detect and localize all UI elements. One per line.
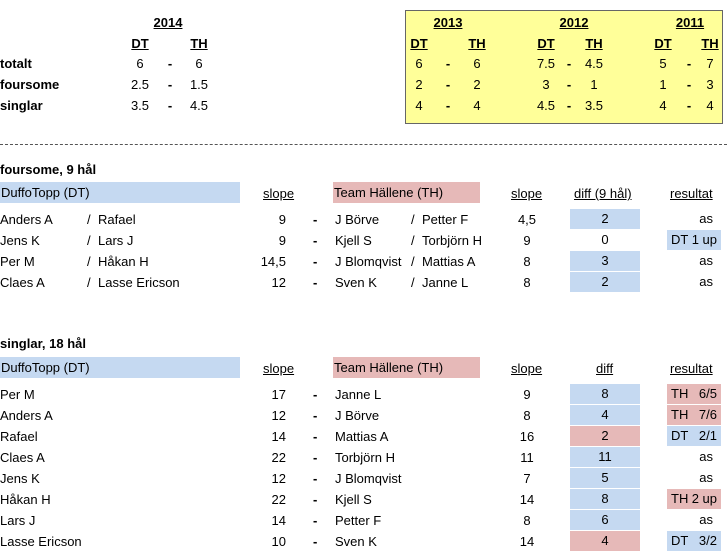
- foursome-th-separator-1: /: [411, 233, 415, 248]
- foursome-result-1: [667, 230, 721, 250]
- foursome-th-separator-0: /: [411, 212, 415, 227]
- foursome-diff-0: 2: [570, 209, 640, 229]
- foursome-th-slope-2: 8: [523, 254, 531, 269]
- summary-totalt-th-2: 4.5: [584, 56, 604, 71]
- foursome-result-team-1: DT: [671, 232, 689, 247]
- foursome-dash-3: -: [313, 275, 318, 290]
- summary-singlar-th-2: 3.5: [584, 98, 604, 113]
- singlar-dt-slope-2: 14: [271, 429, 286, 444]
- singlar-dt-slope-5: 22: [271, 492, 286, 507]
- singlar-th-slope-5: 14: [519, 492, 535, 507]
- singlar-diff-2: 2: [570, 426, 640, 446]
- summary-totalt-dash-1: -: [445, 56, 451, 71]
- singlar-dash-2: -: [313, 429, 318, 444]
- summary-foursome-dt-3: 1: [659, 77, 667, 92]
- foursome-th-player1-0: J Börve: [335, 212, 380, 227]
- summary-dt-label-2: DT: [537, 36, 555, 51]
- singlar-diff-3: 11: [570, 447, 640, 467]
- singlar-th-player-7: Sven K: [335, 534, 377, 549]
- summary-totalt-dt-3: 5: [659, 56, 667, 71]
- singlar-result-score-0: 6/5: [698, 386, 717, 401]
- foursome-dt-slope-0: 9: [278, 212, 286, 227]
- singlar-result-header: resultat: [670, 361, 713, 376]
- foursome-dt-player2-0: Rafael: [98, 212, 136, 227]
- singlar-dash-5: -: [313, 492, 318, 507]
- foursome-dt-slope-header: slope: [263, 186, 295, 201]
- foursome-dt-player1-2: Per M: [0, 254, 35, 269]
- summary-singlar-dash-3: -: [686, 98, 692, 113]
- summary-totalt-dt-2: 7.5: [536, 56, 556, 71]
- singlar-result-team-2: DT: [671, 428, 689, 443]
- singlar-result-team-5: TH: [671, 491, 689, 506]
- foursome-dt-player1-1: Jens K: [0, 233, 40, 248]
- singlar-diff-7: 4: [570, 531, 640, 551]
- singlar-result-team-0: TH: [671, 386, 689, 401]
- singlar-dt-slope-0: 17: [271, 387, 286, 402]
- foursome-dash-0: -: [313, 212, 318, 227]
- summary-totalt-th-3: 7: [706, 56, 714, 71]
- foursome-th-slope-3: 8: [523, 275, 531, 290]
- foursome-th-slope-0: 4,5: [517, 212, 537, 227]
- summary-foursome-dt-1: 2: [415, 77, 423, 92]
- singlar-dt-player-5: Håkan H: [0, 492, 51, 507]
- summary-singlar-dash-1: -: [445, 98, 451, 113]
- foursome-result-text-0: as: [699, 211, 713, 226]
- singlar-result-team-1: TH: [671, 407, 689, 422]
- foursome-dt-separator-3: /: [87, 275, 91, 290]
- summary-foursome-th-3: 3: [706, 77, 714, 92]
- singlar-dt-slope-header: slope: [263, 361, 295, 376]
- summary-foursome-dt-0: 2.5: [130, 77, 150, 92]
- foursome-th-player1-1: Kjell S: [335, 233, 372, 248]
- summary-singlar-dash-0: -: [167, 98, 173, 113]
- singlar-result-text-6: as: [699, 512, 713, 527]
- foursome-th-player2-3: Janne L: [422, 275, 469, 290]
- singlar-team-th-header: Team Hällene (TH): [333, 357, 480, 378]
- foursome-team-th-header: Team Hällene (TH): [333, 182, 480, 203]
- singlar-dash-4: -: [313, 471, 318, 486]
- singlar-dt-slope-4: 12: [271, 471, 286, 486]
- summary-foursome-dash-1: -: [445, 77, 451, 92]
- summary-totalt-dt-1: 6: [415, 56, 423, 71]
- foursome-result-text-3: as: [699, 274, 713, 289]
- singlar-dt-player-3: Claes A: [0, 450, 45, 465]
- singlar-result-5: [667, 489, 721, 509]
- summary-singlar-dt-1: 4: [415, 98, 423, 113]
- singlar-dt-slope-7: 10: [271, 534, 286, 549]
- foursome-dt-player1-0: Anders A: [0, 212, 53, 227]
- singlar-dt-slope-3: 22: [271, 450, 286, 465]
- foursome-result-3: [667, 272, 721, 292]
- singlar-dash-1: -: [313, 408, 318, 423]
- foursome-dt-player2-3: Lasse Ericson: [98, 275, 180, 290]
- foursome-diff-1: 0: [601, 232, 609, 247]
- summary-year-3: 2011: [675, 15, 705, 30]
- summary-singlar-th-3: 4: [706, 98, 714, 113]
- singlar-dt-player-0: Per M: [0, 387, 35, 402]
- foursome-dt-player1-3: Claes A: [0, 275, 45, 290]
- summary-dt-label-3: DT: [654, 36, 672, 51]
- singlar-result-text-4: as: [699, 470, 713, 485]
- foursome-th-player2-1: Torbjörn H: [422, 233, 482, 248]
- singlar-th-slope-3: 11: [520, 450, 534, 465]
- singlar-dt-player-7: Lasse Ericson: [0, 534, 82, 549]
- summary-row-label-totalt: totalt: [0, 56, 32, 71]
- singlar-th-slope-6: 8: [523, 513, 531, 528]
- summary-foursome-th-2: 1: [590, 77, 598, 92]
- singlar-dash-0: -: [313, 387, 318, 402]
- singlar-dt-slope-1: 12: [271, 408, 286, 423]
- singlar-result-score-5: 2 up: [691, 491, 717, 506]
- singlar-th-slope-0: 9: [523, 387, 531, 402]
- foursome-th-player1-3: Sven K: [335, 275, 377, 290]
- summary-singlar-th-0: 4.5: [189, 98, 209, 113]
- summary-year-0: 2014: [153, 15, 183, 30]
- foursome-diff-header: diff (9 hål): [574, 186, 632, 201]
- summary-foursome-dt-2: 3: [542, 77, 550, 92]
- summary-totalt-th-1: 6: [473, 56, 481, 71]
- singlar-diff-1: 4: [570, 405, 640, 425]
- singlar-dt-player-4: Jens K: [0, 471, 40, 486]
- singlar-dash-7: -: [313, 534, 318, 549]
- singlar-th-slope-1: 8: [523, 408, 531, 423]
- singlar-result-text-3: as: [699, 449, 713, 464]
- singlar-diff-header: diff: [596, 361, 614, 376]
- summary-dt-label-1: DT: [410, 36, 428, 51]
- singlar-th-slope-7: 14: [519, 534, 535, 549]
- summary-year-2: 2012: [559, 15, 589, 30]
- singlar-th-player-5: Kjell S: [335, 492, 372, 507]
- singlar-th-player-2: Mattias A: [335, 429, 389, 444]
- singlar-diff-4: 5: [570, 468, 640, 488]
- foursome-dash-2: -: [313, 254, 318, 269]
- singlar-result-score-2: 2/1: [698, 428, 717, 443]
- foursome-dt-slope-2: 14,5: [260, 254, 286, 269]
- summary-totalt-dash-0: -: [167, 56, 173, 71]
- foursome-th-slope-header: slope: [511, 186, 543, 201]
- singlar-dash-6: -: [313, 513, 318, 528]
- foursome-dt-slope-1: 9: [278, 233, 286, 248]
- singlar-dash-3: -: [313, 450, 318, 465]
- singlar-result-0: [667, 384, 721, 404]
- foursome-diff-3: 2: [570, 272, 640, 292]
- foursome-th-player2-0: Petter F: [422, 212, 469, 227]
- singlar-th-slope-2: 16: [519, 429, 535, 444]
- foursome-result-0: [667, 209, 721, 229]
- summary-totalt-th-0: 6: [195, 56, 203, 71]
- summary-foursome-dash-0: -: [167, 77, 173, 92]
- summary-row-label-foursome: foursome: [0, 77, 60, 92]
- foursome-th-slope-1: 9: [523, 233, 531, 248]
- singlar-th-player-6: Petter F: [335, 513, 382, 528]
- singlar-th-player-1: J Börve: [335, 408, 380, 423]
- foursome-result-text-2: as: [699, 253, 713, 268]
- singlar-diff-5: 8: [570, 489, 640, 509]
- foursome-dt-separator-0: /: [87, 212, 91, 227]
- summary-singlar-dt-2: 4.5: [536, 98, 556, 113]
- foursome-result-header: resultat: [670, 186, 713, 201]
- singlar-dt-player-2: Rafael: [0, 429, 38, 444]
- summary-singlar-dt-0: 3.5: [130, 98, 150, 113]
- singlar-result-score-1: 7/6: [698, 407, 717, 422]
- foursome-dt-separator-2: /: [87, 254, 91, 269]
- foursome-dt-player2-2: Håkan H: [98, 254, 149, 269]
- foursome-th-player2-2: Mattias A: [422, 254, 476, 269]
- singlar-result-2: [667, 426, 721, 446]
- foursome-title: foursome, 9 hål: [0, 162, 97, 177]
- singlar-th-player-0: Janne L: [335, 387, 382, 402]
- foursome-team-dt-header: DuffoTopp (DT): [0, 182, 240, 203]
- summary-foursome-th-0: 1.5: [189, 77, 209, 92]
- foursome-th-player1-2: J Blomqvist: [335, 254, 402, 269]
- foursome-dash-1: -: [313, 233, 318, 248]
- summary-totalt-dt-0: 6: [136, 56, 144, 71]
- singlar-result-7: [667, 531, 721, 551]
- singlar-result-3: [667, 447, 721, 467]
- foursome-dt-player2-1: Lars J: [98, 233, 134, 248]
- singlar-team-dt-header: DuffoTopp (DT): [0, 357, 240, 378]
- singlar-dt-player-6: Lars J: [0, 513, 36, 528]
- summary-totalt-dash-3: -: [686, 56, 692, 71]
- summary-th-label-1: TH: [468, 36, 486, 51]
- singlar-dt-player-1: Anders A: [0, 408, 53, 423]
- summary-singlar-dash-2: -: [566, 98, 572, 113]
- singlar-diff-6: 6: [570, 510, 640, 530]
- summary-th-label-3: TH: [701, 36, 719, 51]
- summary-foursome-dash-3: -: [686, 77, 692, 92]
- foursome-result-2: [667, 251, 721, 271]
- summary-singlar-th-1: 4: [473, 98, 481, 113]
- singlar-th-player-4: J Blomqvist: [335, 471, 402, 486]
- foursome-dt-separator-1: /: [87, 233, 91, 248]
- singlar-dt-slope-6: 14: [271, 513, 286, 528]
- summary-th-label-2: TH: [585, 36, 603, 51]
- singlar-diff-0: 8: [570, 384, 640, 404]
- singlar-result-team-7: DT: [671, 533, 689, 548]
- singlar-result-6: [667, 510, 721, 530]
- foursome-dt-slope-3: 12: [271, 275, 286, 290]
- summary-totalt-dash-2: -: [566, 56, 572, 71]
- singlar-title: singlar, 18 hål: [0, 336, 86, 351]
- singlar-th-slope-header: slope: [511, 361, 543, 376]
- foursome-diff-2: 3: [570, 251, 640, 271]
- summary-year-1: 2013: [433, 15, 463, 30]
- singlar-result-4: [667, 468, 721, 488]
- summary-row-label-singlar: singlar: [0, 98, 43, 113]
- summary-foursome-dash-2: -: [566, 77, 572, 92]
- singlar-result-1: [667, 405, 721, 425]
- singlar-th-player-3: Torbjörn H: [335, 450, 395, 465]
- summary-foursome-th-1: 2: [473, 77, 481, 92]
- foursome-result-score-1: 1 up: [691, 232, 717, 247]
- singlar-th-slope-4: 7: [523, 471, 531, 486]
- summary-th-label-0: TH: [190, 36, 208, 51]
- section-divider: [0, 144, 727, 145]
- summary-dt-label-0: DT: [131, 36, 149, 51]
- summary-singlar-dt-3: 4: [659, 98, 667, 113]
- foursome-th-separator-2: /: [411, 254, 415, 269]
- foursome-th-separator-3: /: [411, 275, 415, 290]
- singlar-result-score-7: 3/2: [698, 533, 717, 548]
